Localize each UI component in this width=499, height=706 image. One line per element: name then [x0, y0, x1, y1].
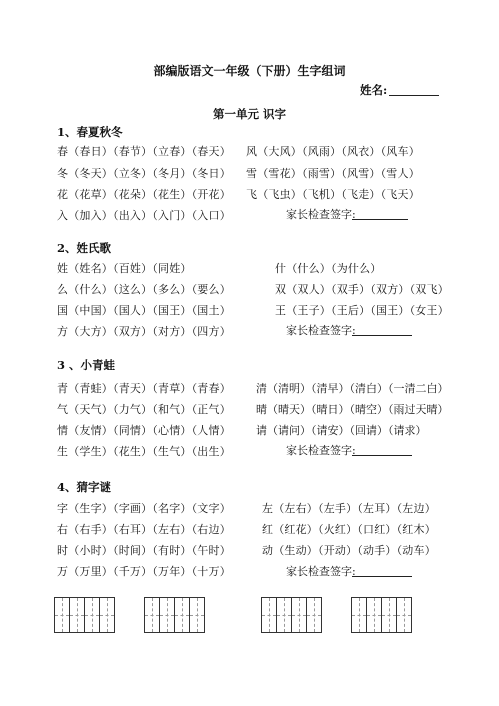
writing-grid[interactable]	[144, 597, 204, 633]
word-line: 姓（姓名）（百姓）（同姓）	[57, 262, 192, 275]
signature-label: 家长检查签字:	[286, 324, 356, 337]
word-line: 入（加入）（出入）（入门）（入口）	[57, 209, 231, 222]
writing-cell[interactable]	[381, 597, 397, 633]
word-line: 风（大风）（风雨）（风衣）（风车）	[246, 145, 420, 158]
word-line: 国（中国）（国人）（国王）（国土）	[57, 304, 231, 317]
word-line: 清（清明）（清早）（清白）（一清二白）	[256, 382, 449, 395]
word-line: 青（青蛙）（青天）（青草）（青春）	[57, 382, 231, 395]
word-line: 雪（雪花）（雨雪）（风雪）（雪人）	[246, 167, 420, 180]
writing-cell[interactable]	[54, 597, 70, 633]
section-heading: 4、猜字谜	[57, 480, 112, 494]
page-title: 部编版语文一年级（下册）生字组词	[153, 64, 346, 78]
signature-line[interactable]	[352, 335, 412, 336]
writing-grid[interactable]	[351, 597, 411, 633]
word-line: 左（左右）（左手）（左耳）（左边）	[262, 502, 436, 515]
word-line: 生（学生）（花生）（生气）（出生）	[57, 445, 231, 458]
word-line: 双（双人）（双手）（双方）（双飞）	[275, 283, 449, 296]
word-line: 花（花草）（花朵）（花生）（开花）	[57, 188, 231, 201]
writing-cell[interactable]	[261, 597, 277, 633]
word-line: 情（友情）（同情）（心情）（人情）	[57, 424, 231, 437]
word-line: 方（大方）（双方）（对方）（四方）	[57, 325, 231, 338]
word-line: 么（什么）（这么）（多么）（要么）	[57, 283, 231, 296]
word-line: 万（万里）（千万）（万年）（十万）	[57, 565, 231, 578]
writing-cell[interactable]	[351, 597, 367, 633]
section-heading: 1、春夏秋冬	[57, 125, 123, 139]
writing-cell[interactable]	[291, 597, 307, 633]
word-line: 王（王子）（王后）（国王）（女王）	[275, 304, 449, 317]
writing-grid[interactable]	[261, 597, 321, 633]
signature-line[interactable]	[352, 219, 408, 220]
word-line: 右（右手）（右耳）（左右）（右边）	[57, 523, 231, 536]
unit-title: 第一单元 识字	[212, 107, 286, 121]
section-heading: 2、姓氏歌	[57, 241, 112, 255]
writing-cell[interactable]	[99, 597, 115, 633]
word-line: 飞（飞虫）（飞机）（飞走）（飞天）	[246, 188, 420, 201]
word-line: 春（春日）（春节）（立春）（春天）	[57, 145, 231, 158]
writing-cell[interactable]	[366, 597, 382, 633]
word-line: 气（天气）（力气）（和气）（正气）	[57, 403, 231, 416]
word-line: 晴（晴天）（晴日）（晴空）（雨过天晴）	[256, 403, 449, 416]
writing-cell[interactable]	[396, 597, 412, 633]
word-line: 动（生动）（开动）（动手）（动车）	[262, 544, 436, 557]
section-heading: 3 、小青蛙	[57, 358, 116, 372]
name-label: 姓名:	[360, 83, 388, 97]
word-line: 冬（冬天）（立冬）（冬月）（冬日）	[57, 167, 231, 180]
signature-label: 家长检查签字:	[286, 565, 356, 578]
writing-cell[interactable]	[84, 597, 100, 633]
word-line: 时（小时）（时间）（有时）（午时）	[57, 544, 231, 557]
signature-line[interactable]	[352, 576, 412, 577]
writing-cell[interactable]	[189, 597, 205, 633]
word-line: 请（请问）（请安）（回请）（请求）	[256, 424, 427, 437]
writing-grid[interactable]	[54, 597, 114, 633]
signature-label: 家长检查签字:	[286, 208, 356, 221]
word-line: 字（生字）（字画）（名字）（文字）	[57, 502, 231, 515]
signature-label: 家长检查签字:	[286, 444, 356, 457]
writing-cell[interactable]	[69, 597, 85, 633]
word-line: 红（红花）（火红）（口红）（红木）	[262, 523, 436, 536]
writing-cell[interactable]	[174, 597, 190, 633]
word-line: 什（什么）（为什么）	[275, 262, 382, 275]
name-blank-line[interactable]	[389, 95, 439, 96]
writing-cell[interactable]	[306, 597, 322, 633]
signature-line[interactable]	[352, 455, 412, 456]
writing-cell[interactable]	[159, 597, 175, 633]
writing-cell[interactable]	[276, 597, 292, 633]
writing-cell[interactable]	[144, 597, 160, 633]
